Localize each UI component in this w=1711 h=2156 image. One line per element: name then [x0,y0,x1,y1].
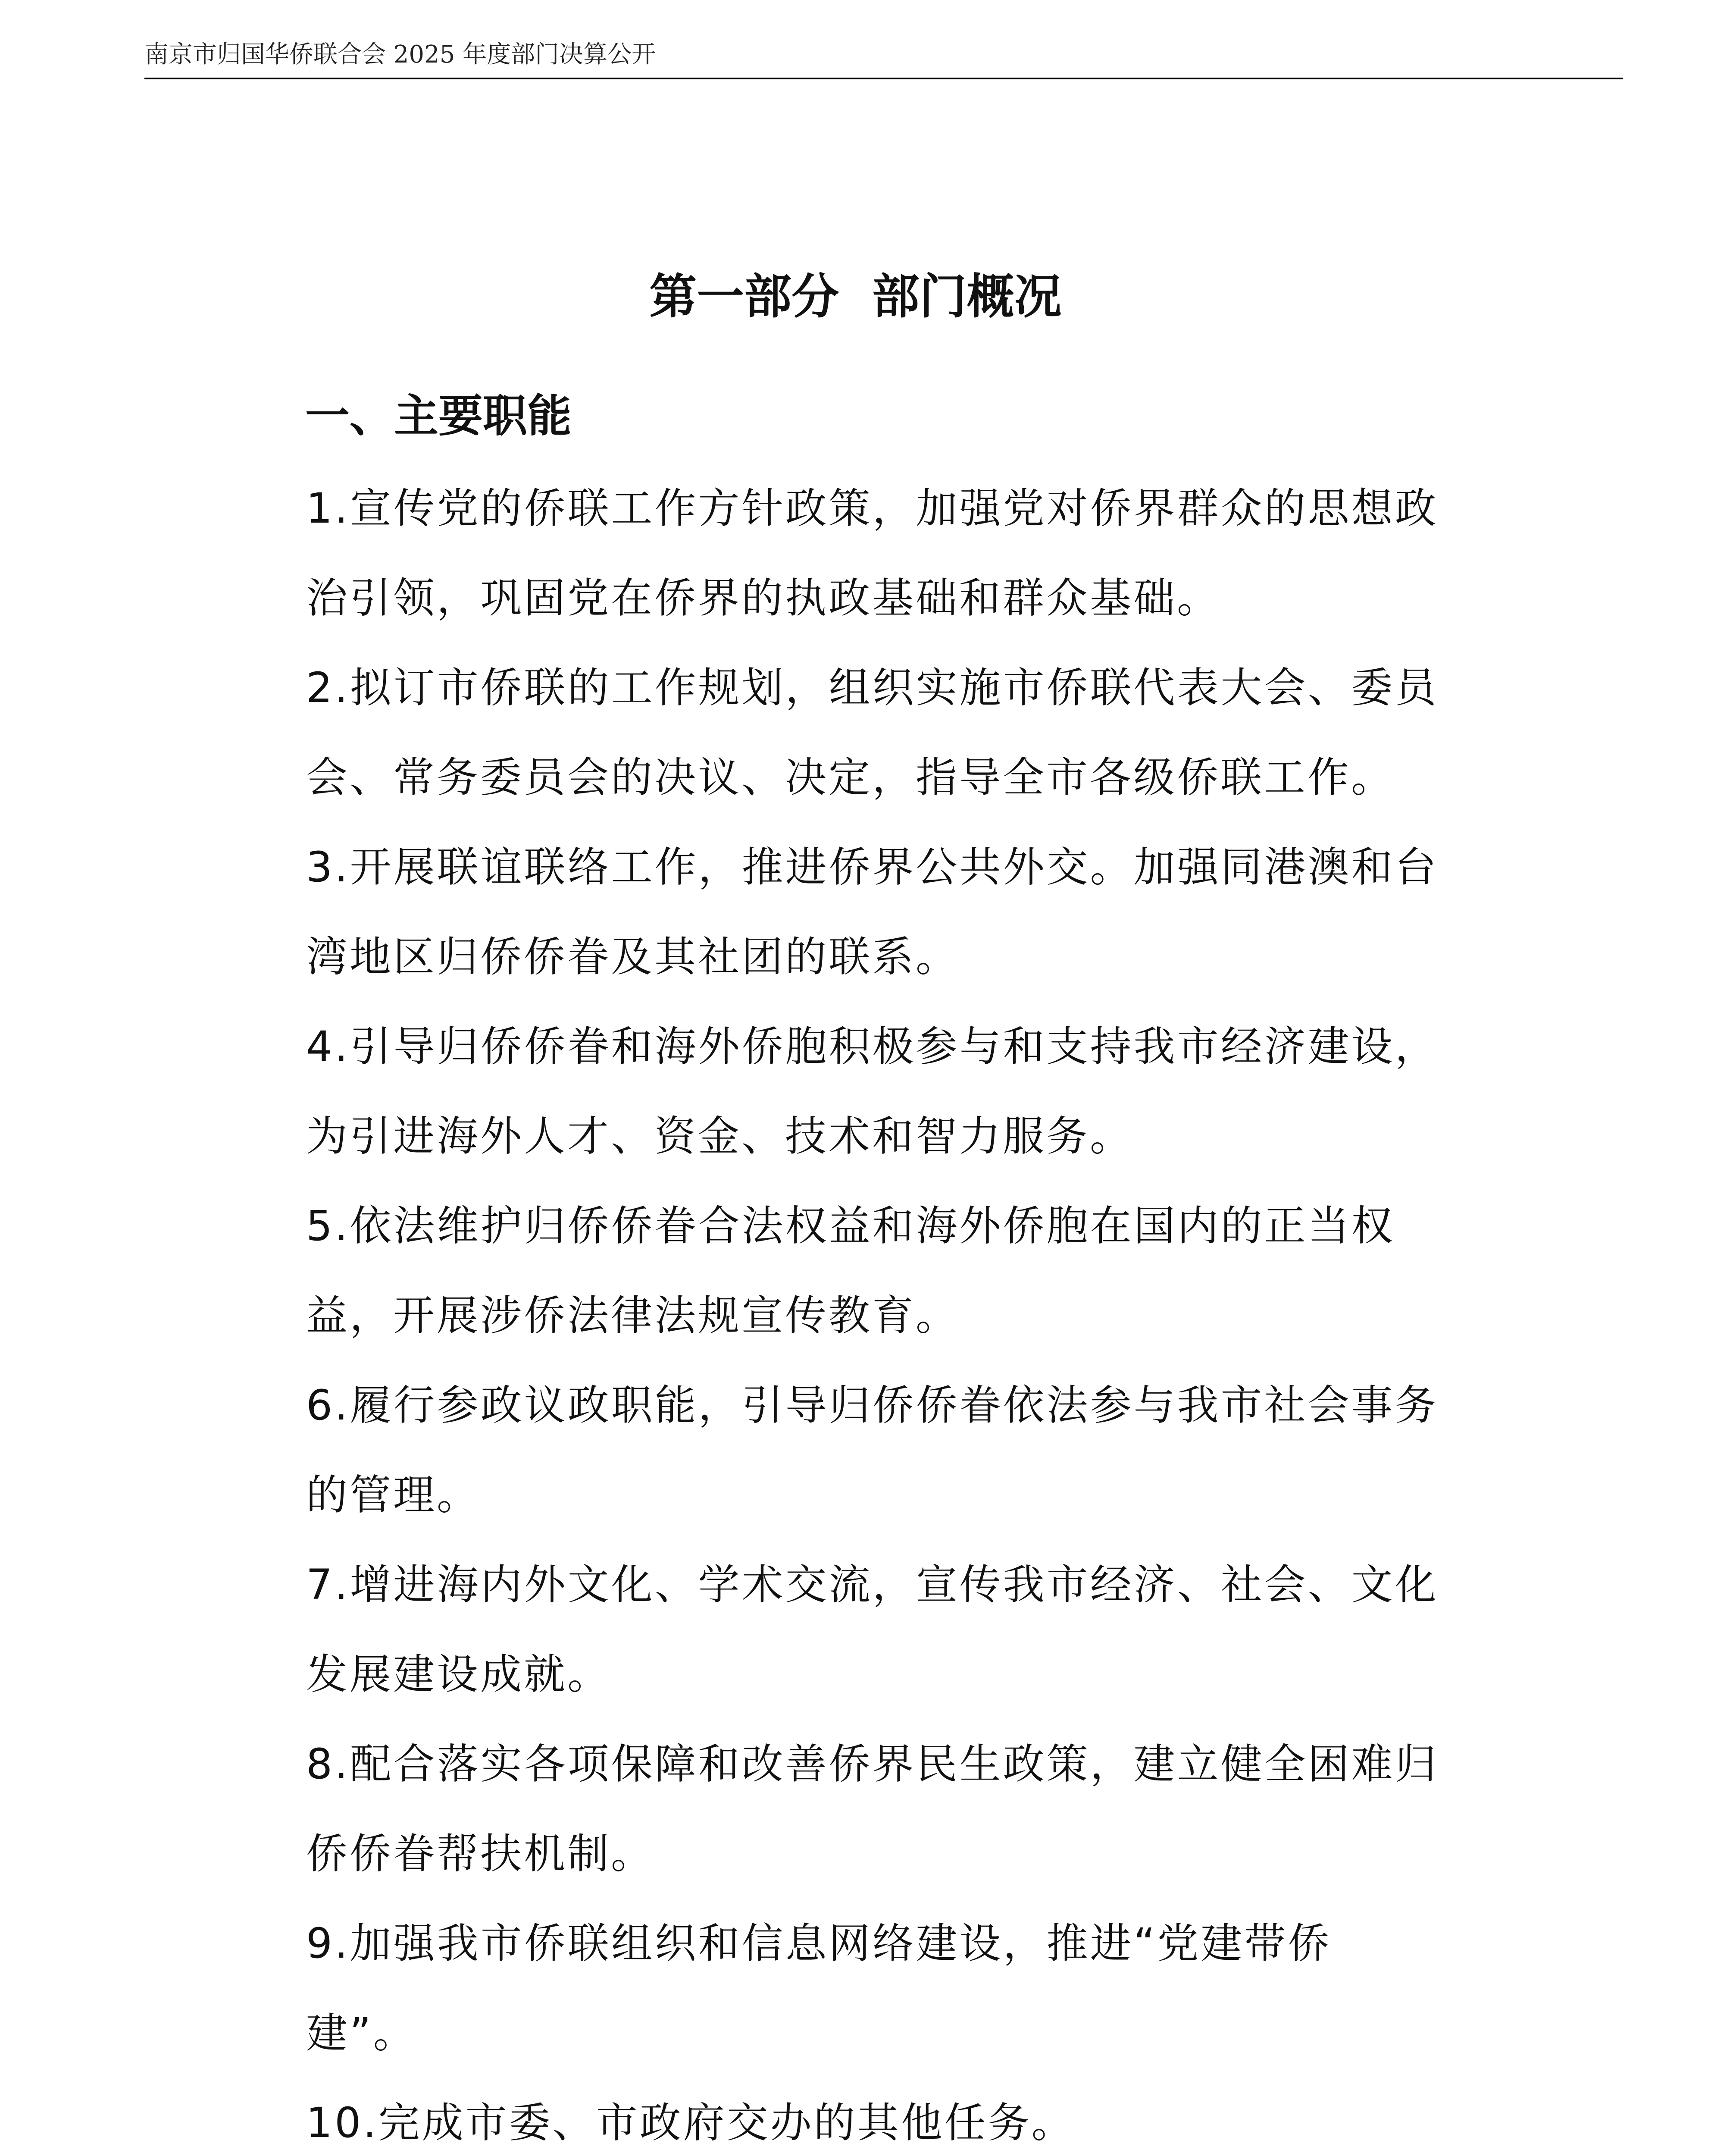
function-2-line-1: 2.拟订市侨联的工作规划，组织实施市侨联代表大会、委员 [306,664,1439,712]
function-8-line-1: 8.配合落实各项保障和改善侨界民生政策，建立健全困难归 [306,1740,1439,1788]
header-text: 南京市归国华侨联合会 2025 年度部门决算公开 [144,41,656,69]
function-3-line-1: 3.开展联谊联络工作，推进侨界公共外交。加强同港澳和台 [306,843,1439,891]
function-6-line-1: 6.履行参政议政职能，引导归侨侨眷依法参与我市社会事务 [306,1381,1439,1429]
page-header [144,38,1623,79]
function-1-line-1: 1.宣传党的侨联工作方针政策，加强党对侨界群众的思想政 [306,484,1439,533]
function-5-line-2: 益，开展涉侨法律法规宣传教育。 [306,1291,959,1340]
function-1-line-2: 治引领，巩固党在侨界的执政基础和群众基础。 [306,574,1220,622]
function-4-line-1: 4.引导归侨侨眷和海外侨胞积极参与和支持我市经济建设， [306,1022,1439,1071]
section-heading-main-functions: 一、主要职能 [305,390,572,442]
function-8-line-2: 侨侨眷帮扶机制。 [306,1830,654,1878]
function-9-line-2: 建”。 [306,2009,417,2057]
function-7-line-2: 发展建设成就。 [306,1650,611,1698]
function-6-line-2: 的管理。 [306,1471,480,1519]
function-2-line-2: 会、常务委员会的决议、决定，指导全市各级侨联工作。 [306,753,1395,802]
function-7-line-1: 7.增进海内外文化、学术交流，宣传我市经济、社会、文化 [306,1561,1439,1609]
function-4-line-2: 为引进海外人才、资金、技术和智力服务。 [306,1112,1133,1160]
function-3-line-2: 湾地区归侨侨眷及其社团的联系。 [306,933,959,981]
page-title: 第一部分 部门概况 [649,269,1062,324]
function-5-line-1: 5.依法维护归侨侨眷合法权益和海外侨胞在国内的正当权 [306,1202,1395,1250]
function-10-line-1: 10.完成市委、市政府交办的其他任务。 [306,2099,1075,2147]
function-9-line-1: 9.加强我市侨联组织和信息网络建设，推进“党建带侨 [306,1919,1332,1968]
